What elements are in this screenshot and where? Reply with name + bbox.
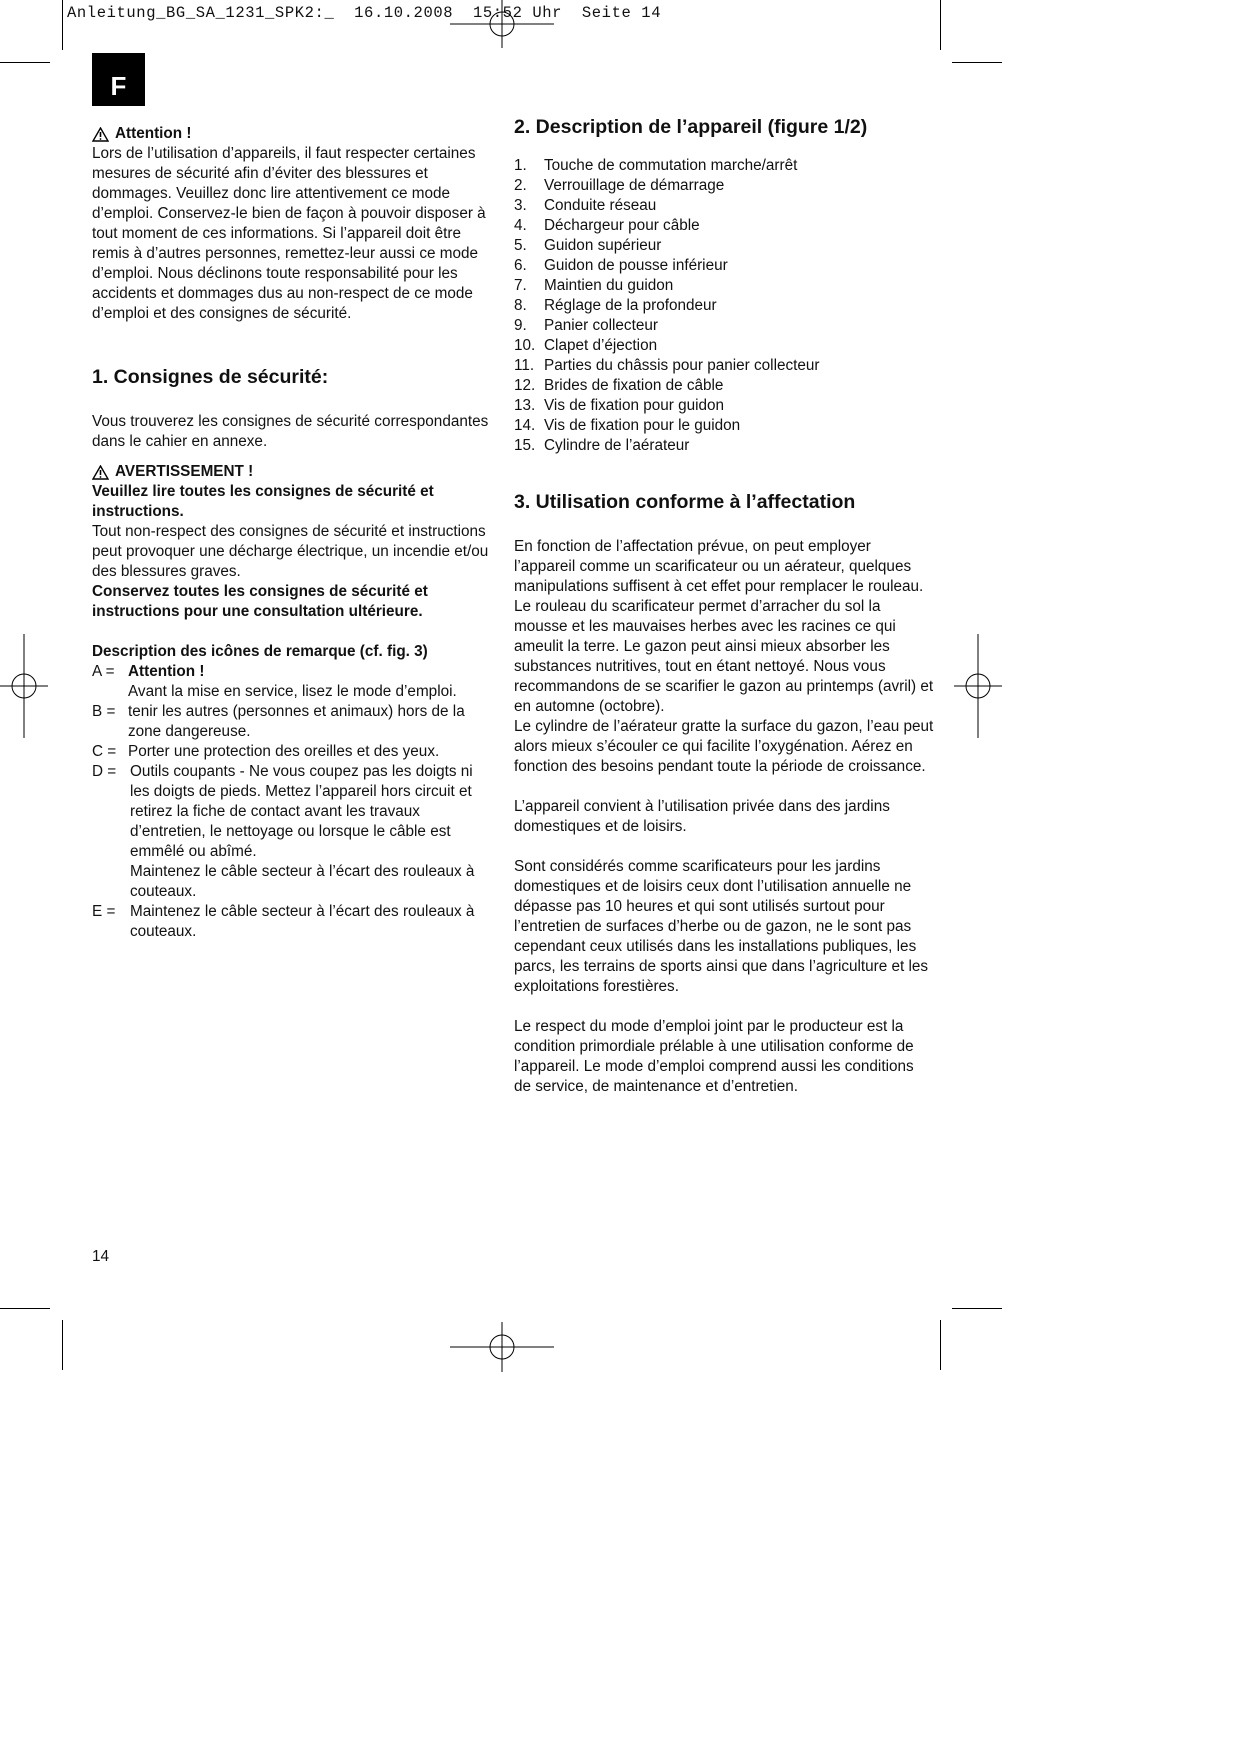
attention-title: Attention ! <box>115 125 192 142</box>
warning-bold-1: Veuillez lire toutes les consignes de sécurité et instructions. <box>92 483 434 520</box>
registration-mark-icon <box>450 1322 554 1372</box>
registration-mark-icon <box>954 634 1002 738</box>
list-item: 7. Maintien du guidon <box>514 277 674 294</box>
crop-mark <box>0 1308 50 1309</box>
left-column <box>92 124 492 942</box>
list-item: 4. Déchargeur pour câble <box>514 217 700 234</box>
list-item: E = Maintenez le câble secteur à l’écart des rouleaux à couteaux. <box>92 903 475 940</box>
list-item: 13. Vis de fixation pour guidon <box>514 397 725 414</box>
list-item: 10. Clapet d’éjection <box>514 337 658 354</box>
warning-triangle-icon <box>92 127 109 142</box>
warning-triangle-icon <box>92 465 109 480</box>
list-item: 15. Cylindre de l’aérateur <box>514 437 690 454</box>
parts-list <box>514 156 934 456</box>
registration-mark-icon <box>450 0 554 48</box>
print-slug: Anleitung_BG_SA_1231_SPK2:_ 16.10.2008 15:52 Uhr Seite 14 <box>67 4 662 22</box>
section-2-heading: 2. Description de l’appareil (figure 1/2) <box>514 116 868 138</box>
warning-heading <box>92 462 492 482</box>
list-item: B = tenir les autres (personnes et animaux) hors de la zone dangereuse. <box>92 703 465 740</box>
list-item: 8. Réglage de la profondeur <box>514 297 717 314</box>
list-item: 1. Touche de commutation marche/arrêt <box>514 157 798 174</box>
crop-mark <box>940 1320 941 1370</box>
section-3-paragraph: L’appareil convient à l’utilisation privée dans des jardins domestiques et de loisirs. <box>514 798 890 835</box>
list-item: C = Porter une protection des oreilles et des yeux. <box>92 743 440 760</box>
section-3-paragraph: Le respect du mode d’emploi joint par le producteur est la condition primordiale prélable à une utilisation conforme de l’appareil. Le mode d’emploi comprend aussi les conditions de service, de maintenance et d’entretien. <box>514 1018 914 1095</box>
section-3-paragraph: Sont considérés comme scarificateurs pour les jardins domestiques et de loisirs ceux dont l’utilisation annuelle ne dépasse pas 10 heures et qui sont utilisés surtout pour l’entretien de surfaces d’herbe ou de gazon, ne le sont pas cependant ceux utilisés dans les installations publiques, les parcs, les terrains de sports ainsi que dans l’agriculture et les exploitations forestières. <box>514 858 929 995</box>
warning-body: Tout non-respect des consignes de sécurité et instructions peut provoquer une décharge électrique, un incendie et/ou des blessures graves. <box>92 523 489 580</box>
crop-mark <box>0 62 50 63</box>
list-item: A = Attention ! Avant la mise en service, lisez le mode d’emploi. <box>92 663 457 700</box>
section-3-heading: 3. Utilisation conforme à l’affectation <box>514 491 856 513</box>
language-badge: F <box>92 53 145 106</box>
list-item: 12. Brides de fixation de câble <box>514 377 724 394</box>
section-1-intro: Vous trouverez les consignes de sécurité correspondantes dans le cahier en annexe. <box>92 413 489 450</box>
crop-mark <box>62 0 63 50</box>
icons-heading: Description des icônes de remarque (cf. fig. 3) <box>92 643 428 660</box>
right-column <box>514 114 934 1097</box>
list-item: 5. Guidon supérieur <box>514 237 662 254</box>
icons-list <box>92 662 492 942</box>
crop-mark <box>952 1308 1002 1309</box>
list-item: 11. Parties du châssis pour panier collecteur <box>514 357 820 374</box>
attention-body: Lors de l’utilisation d’appareils, il faut respecter certaines mesures de sécurité afin d’éviter des blessures et dommages. Veuillez donc lire attentivement ce mode d’emploi. Conservez-le bien de façon à pouvoir disposer à tout moment de ces informations. Si l’appareil doit être remis à d’autres personnes, remettez-leur aussi ce mode d’emploi. Nous déclinons toute responsabilité pour les accidents et dommages dus au non-respect de ce mode d’emploi et des consignes de sécurité. <box>92 145 486 322</box>
crop-mark <box>952 62 1002 63</box>
registration-mark-icon <box>0 634 48 738</box>
crop-mark <box>62 1320 63 1370</box>
crop-mark <box>940 0 941 50</box>
list-item: 2. Verrouillage de démarrage <box>514 177 725 194</box>
warning-title: AVERTISSEMENT ! <box>115 463 254 480</box>
list-item: 3. Conduite réseau <box>514 197 657 214</box>
section-3-paragraph: En fonction de l’affectation prévue, on peut employer l’appareil comme un scarificateur ou un aérateur, quelques manipulations suffisent à cet effet pour remplacer le rouleau. Le rouleau du scarificateur permet d’arracher du sol la mousse et les mauvaises herbes avec les racines ce qui ameulit la terre. Le gazon peut ainsi mieux absorber les substances nutritives, tout en étant nettoyé. Nous vous recommandons de se scarifier le gazon au printemps (avril) et en automne (octobre). <box>514 538 934 715</box>
warning-bold-2: Conservez toutes les consignes de sécurité et instructions pour une consultation ultérieure. <box>92 583 428 620</box>
page-number: 14 <box>92 1248 110 1265</box>
list-item: 9. Panier collecteur <box>514 317 658 334</box>
list-item: 6. Guidon de pousse inférieur <box>514 257 728 274</box>
list-item: 14. Vis de fixation pour le guidon <box>514 417 741 434</box>
section-3-paragraph: Le cylindre de l’aérateur gratte la surface du gazon, l’eau peut alors mieux s’écouler ce qui facilite l’oxygénation. Aérez en fonction des besoins pendant toute la période de croissance. <box>514 718 934 775</box>
attention-heading <box>92 124 492 144</box>
section-1-heading: 1. Consignes de sécurité: <box>92 366 329 388</box>
list-item: D = Outils coupants - Ne vous coupez pas les doigts ni les doigts de pieds. Mettez l’appareil hors circuit et retirez la fiche de contact avant les travaux d’entretien, le nettoyage ou lorsque le câble est emmêlé ou abîmé. Maintenez le câble secteur à l’écart des rouleaux à couteaux. <box>92 763 475 900</box>
